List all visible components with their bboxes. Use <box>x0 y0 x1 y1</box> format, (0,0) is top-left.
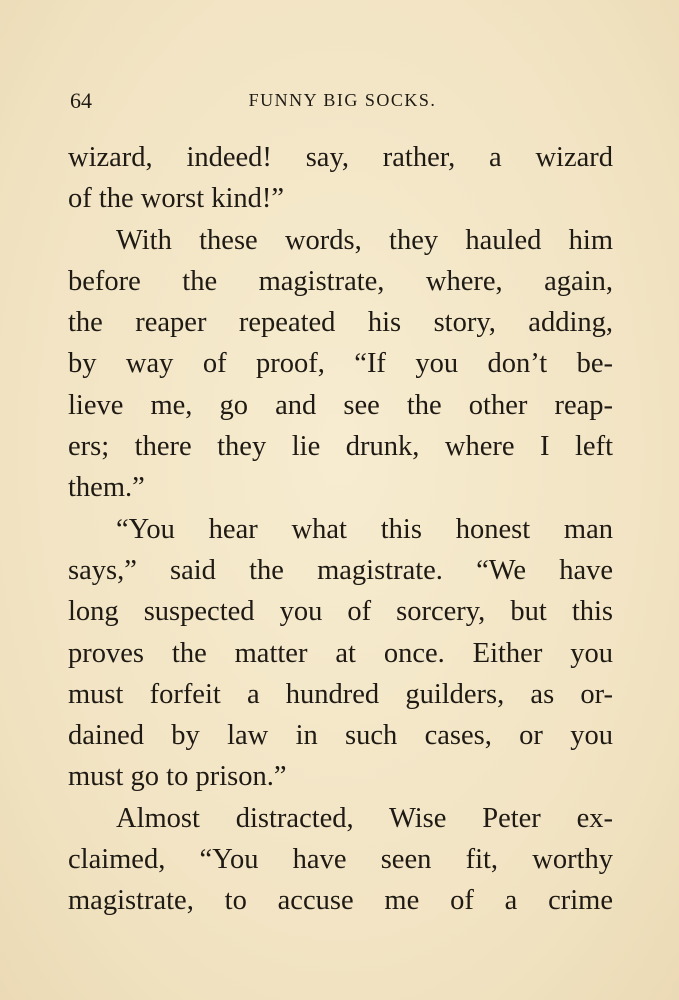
text-line: the reaper repeated his story, adding, <box>68 307 613 339</box>
text-line: claimed, “You have seen fit, worthy <box>68 844 613 876</box>
text-line: them.” <box>68 472 145 504</box>
text-line: must go to prison.” <box>68 761 287 793</box>
text-line: must forfeit a hundred guilders, as or- <box>68 678 613 710</box>
text-line: long suspected you of sorcery, but this <box>68 596 613 628</box>
text-line: Almost distracted, Wise Peter ex- <box>116 802 613 834</box>
text-line: wizard, indeed! say, rather, a wizard <box>68 142 613 173</box>
body-text <box>68 137 613 922</box>
text-line: of the worst kind!” <box>68 183 285 215</box>
text-line: With these words, they hauled him <box>116 224 613 256</box>
text-line: proves the matter at once. Either you <box>68 637 613 669</box>
page-number: 64 <box>70 88 92 113</box>
text-line: “You hear what this honest man <box>116 513 613 545</box>
page-header <box>70 88 615 116</box>
text-line: ers; there they lie drunk, where I left <box>68 431 613 463</box>
text-line: lieve me, go and see the other reap- <box>68 389 613 421</box>
text-line: by way of proof, “If you don’t be- <box>68 348 613 380</box>
text-line: before the magistrate, where, again, <box>68 265 613 297</box>
text-line: magistrate, to accuse me of a crime <box>68 885 613 917</box>
running-head: FUNNY BIG SOCKS. <box>248 90 437 110</box>
text-line: dained by law in such cases, or you <box>68 720 613 752</box>
text-line: says,” said the magistrate. “We have <box>68 554 613 586</box>
